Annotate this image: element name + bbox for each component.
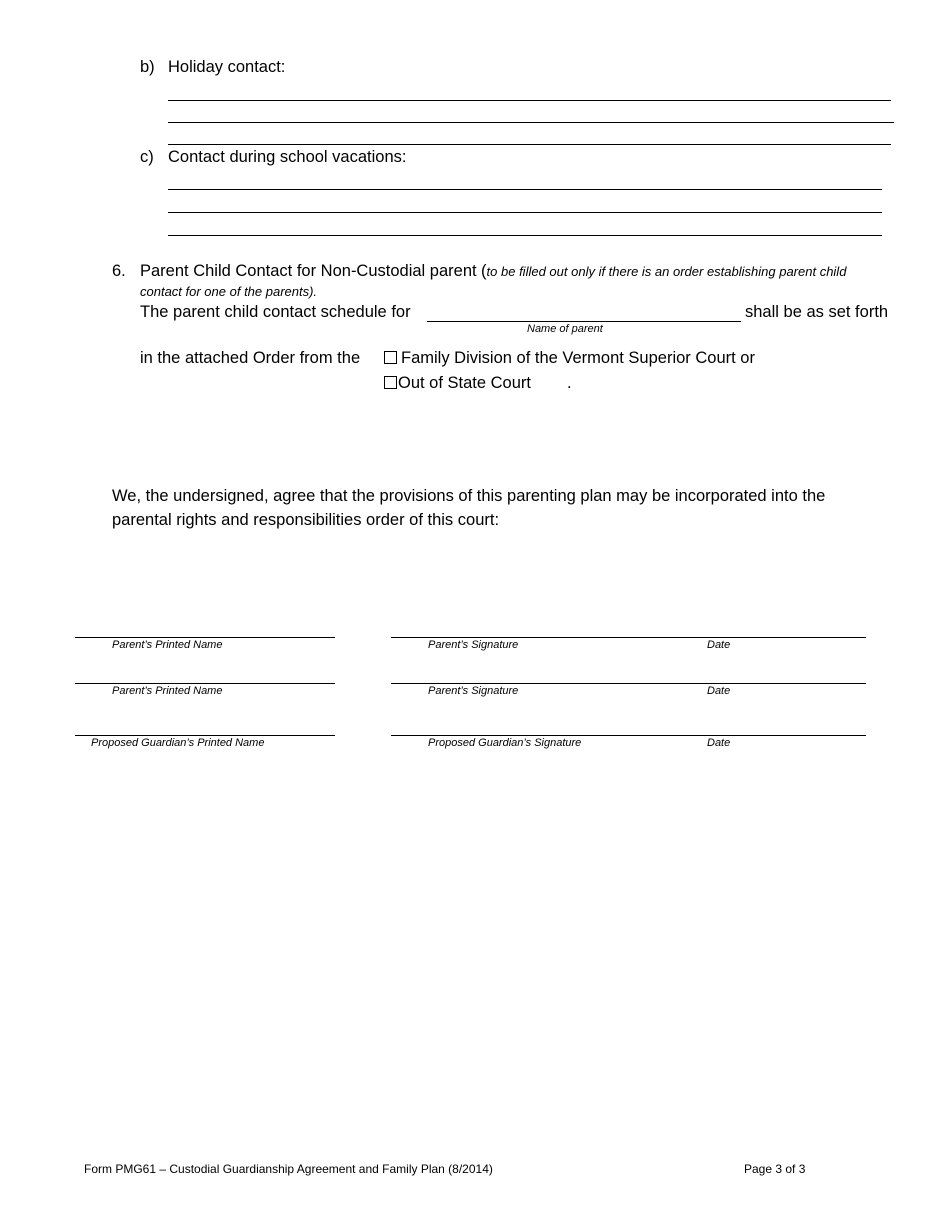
vacation-answer-line-2[interactable] <box>168 212 882 213</box>
holiday-answer-line-3[interactable] <box>168 144 891 145</box>
order-prefix: in the attached Order from the <box>140 349 361 367</box>
section-b-marker: b) <box>140 58 155 76</box>
parent2-signature-caption: Parent’s Signature <box>428 685 519 697</box>
guardian-signature-line[interactable] <box>391 735 866 736</box>
holiday-answer-line-2[interactable] <box>168 122 894 123</box>
section-6-note-line1: to be filled out only if there is an order establishing parent child <box>486 264 847 279</box>
vacation-answer-line-3[interactable] <box>168 235 882 236</box>
option-out-of-state[interactable] <box>384 374 531 393</box>
footer-form-id: Form PMG61 – Custodial Guardianship Agreement and Family Plan (8/2014) <box>84 1162 493 1176</box>
agreement-line-2: parental rights and responsibilities order of this court: <box>112 511 500 529</box>
schedule-prefix: The parent child contact schedule for <box>140 303 411 321</box>
agreement-line-1: We, the undersigned, agree that the provisions of this parenting plan may be incorporated into the <box>112 487 826 505</box>
option-trailing-period: . <box>567 374 572 392</box>
guardian-signature-caption: Proposed Guardian’s Signature <box>428 737 582 749</box>
footer-page-number: Page 3 of 3 <box>744 1162 806 1176</box>
section-6-note-line2: contact for one of the parents). <box>140 284 318 299</box>
parent1-printed-name-line[interactable] <box>75 637 335 638</box>
section-c-label: Contact during school vacations: <box>168 148 407 166</box>
parent1-printed-name-caption: Parent’s Printed Name <box>112 639 223 651</box>
parent-name-field[interactable] <box>427 321 741 322</box>
parent1-signature-line[interactable] <box>391 637 866 638</box>
section-6-title: Parent Child Contact for Non-Custodial parent <box>140 262 477 280</box>
name-of-parent-caption: Name of parent <box>527 323 603 335</box>
guardian-date-caption: Date <box>707 737 731 749</box>
parent2-printed-name-caption: Parent’s Printed Name <box>112 685 223 697</box>
section-6-heading <box>140 262 846 281</box>
section-6-number: 6. <box>112 262 126 280</box>
option-vermont[interactable] <box>384 349 755 368</box>
parent2-signature-line[interactable] <box>391 683 866 684</box>
section-b-label: Holiday contact: <box>168 58 286 76</box>
parent2-printed-name-line[interactable] <box>75 683 335 684</box>
section-c-marker: c) <box>140 148 154 166</box>
option-vermont-label: Family Division of the Vermont Superior Court or <box>401 349 755 367</box>
holiday-answer-line-1[interactable] <box>168 100 891 101</box>
parent2-date-caption: Date <box>707 685 731 697</box>
vermont-checkbox[interactable] <box>384 351 397 364</box>
section-6-open-paren: ( <box>481 262 487 280</box>
out-of-state-checkbox[interactable] <box>384 376 397 389</box>
guardian-printed-name-caption: Proposed Guardian’s Printed Name <box>91 737 265 749</box>
parent1-date-caption: Date <box>707 639 731 651</box>
guardian-printed-name-line[interactable] <box>75 735 335 736</box>
parent1-signature-caption: Parent’s Signature <box>428 639 519 651</box>
vacation-answer-line-1[interactable] <box>168 189 882 190</box>
schedule-suffix: shall be as set forth <box>745 303 889 321</box>
option-out-of-state-label: Out of State Court <box>398 374 531 392</box>
